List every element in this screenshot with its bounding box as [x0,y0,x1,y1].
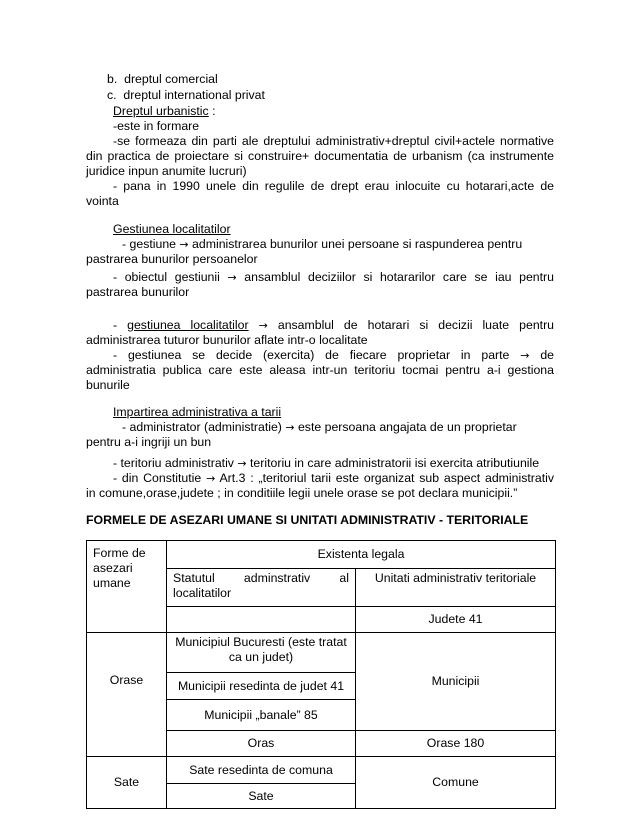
empty-cell [167,607,356,633]
impartirea-p2: - teritoriu administrativ → teritoriu in care administratorii isi exercita atributiunile [113,456,540,470]
right-arrow-icon: → [206,472,216,485]
section-title: FORMELE DE ASEZARI UMANE SI UNITATI ADMINISTRATIV - TERITORIALE [86,513,529,527]
gestiunea-p2-line1: - obiectul gestiunii → ansamblul deciziilor si hotararilor care se iau pentru [113,270,554,284]
gestiunea-p3-line2: administrarea tuturor bunurilor aflate intr-o localitate [86,333,368,347]
group-header: Existenta legala [167,541,556,569]
gestiunea-p2-line2: pastrarea bunurilor [86,285,190,299]
gestiunea-p4-line2: administratia publica care este aleasa intr-un teritoriu tocmai pentru a-i gestiona [86,363,554,377]
col3-header: Unitati administrativ teritoriale [356,569,556,607]
urbanistic-p3-line1: - pana in 1990 unele din regulile de drept erau inlocuite cu hotarari,acte de [113,179,554,193]
municipii-cell: Municipii [356,633,556,731]
settlements-table [86,540,556,809]
orase-180-cell: Orase 180 [356,731,556,757]
impartirea-p1-line1: - administrator (administratie) → este persoana angajata de un proprietar [122,420,517,434]
oras-cell: Oras [167,731,356,757]
resedinta-judet-cell: Municipii resedinta de judet 41 [167,673,356,700]
gestiunea-p3-line1: - gestiunea localitatilor → ansamblul de hotarari si decizii luate pentru [113,318,555,332]
bucuresti-cell: Municipiul Bucuresti (este tratat ca un judet) [167,633,356,673]
col1-header: Forme de asezari umane [87,541,167,633]
orase-label: Orase [87,633,167,757]
impartirea-p1-line2: pentru a-i ingriji un bun [86,435,212,449]
list-item-b: b. dreptul comercial [107,72,218,86]
gestiunea-p4-line3: bunurile [86,378,130,392]
sate-resedinta-cell: Sate resedinta de comuna [167,757,356,784]
impartirea-p3-line1: - din Constitutie → Art.3 : „teritoriul tarii este organizat sub aspect administrativ [113,471,554,485]
right-arrow-icon: → [285,421,295,434]
urbanistic-p1: -este in formare [113,119,200,133]
urbanistic-p2-line3: juridice inpun anumite lucruri) [86,164,247,178]
urbanistic-p3-line2: vointa [86,194,119,208]
right-arrow-icon: → [227,271,237,284]
gestiunea-heading: Gestiunea localitatilor [113,222,231,236]
gestiunea-p1-line2: pastrarea bunurilor persoanelor [86,252,258,266]
sate-label: Sate [87,757,167,809]
gestiunea-p1-line1: - gestiune → administrarea bunurilor unei persoane si raspunderea pentru [122,237,523,251]
col2-header: Statutul adminstrativ al localitatilor [167,569,356,607]
comune-cell: Comune [356,757,556,809]
urbanistic-p2-line1: -se formeaza din parti ale dreptului administrativ+dreptul civil+actele normative [113,134,554,148]
right-arrow-icon: → [237,457,247,470]
gestiunea-p4-line1: - gestiunea se decide (exercita) de fiecare proprietar in parte → de [113,348,554,362]
right-arrow-icon: → [258,319,268,332]
impartirea-p3-line2: in comune,orase,judete ; in conditiile legii unele orase se pot declara municipii.” [86,486,518,500]
judete-cell: Judete 41 [356,607,556,633]
right-arrow-icon: → [179,238,189,251]
right-arrow-icon: → [520,349,530,362]
sate-cell: Sate [167,784,356,809]
list-item-c: c. dreptul international privat [107,88,265,102]
urbanistic-heading: Dreptul urbanistic : [113,104,216,118]
banale-cell: Municipii „banale” 85 [167,700,356,731]
urbanistic-p2-line2: din practica de proiectare si construire+ documentatia de urbanism (ca instrumente [86,149,554,163]
impartirea-heading: Impartirea administrativa a tarii [113,405,282,419]
